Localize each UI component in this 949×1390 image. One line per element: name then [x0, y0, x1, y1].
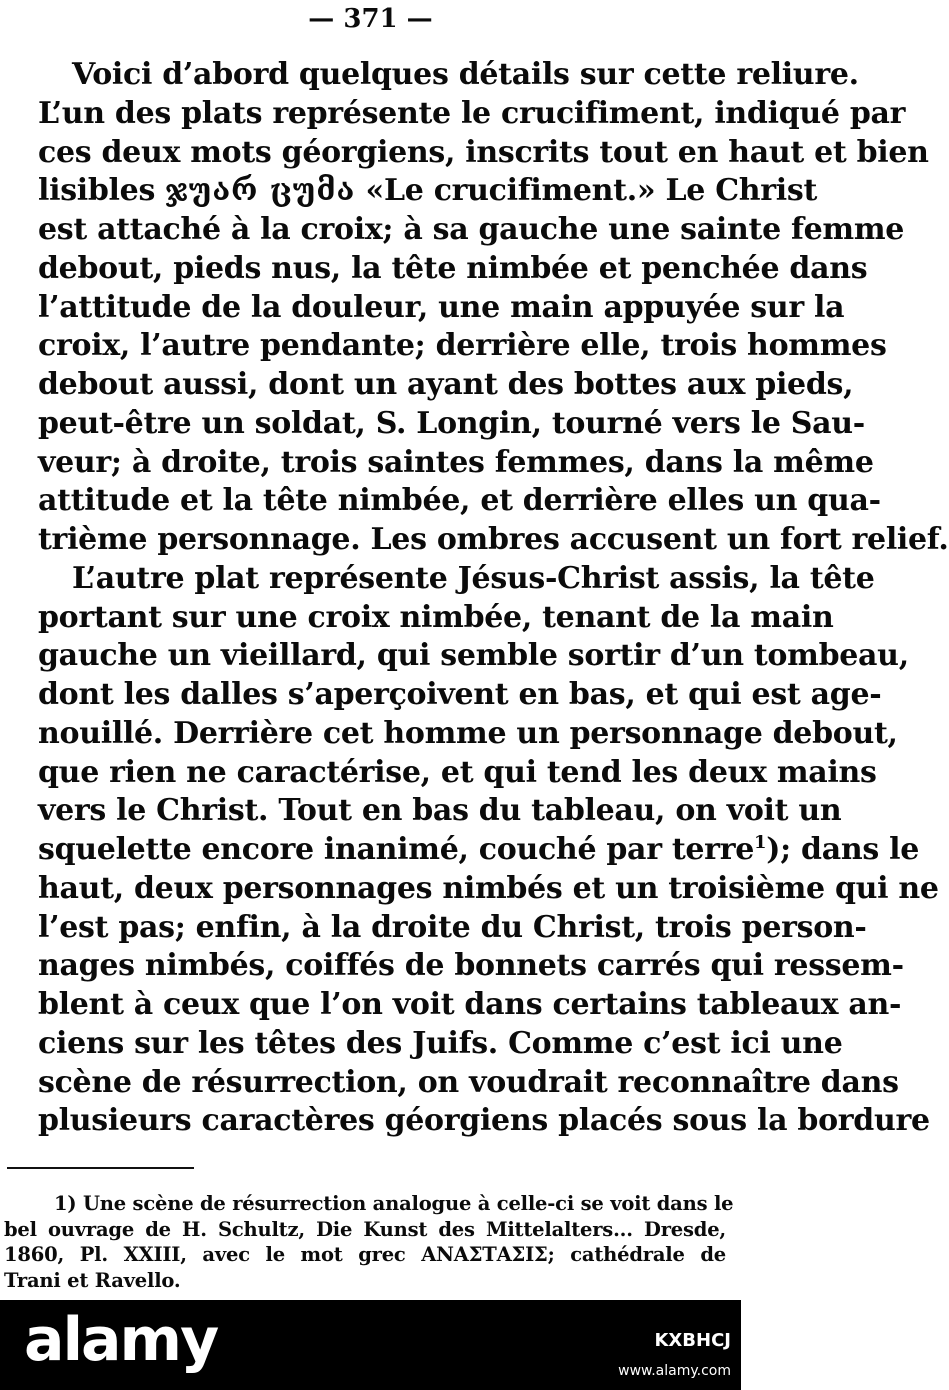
text-line: gauche un vieillard, qui semble sortir d’un tombeau, — [38, 638, 909, 674]
text-fragment: squelette encore inanimé, couché par terre — [38, 832, 754, 867]
alamy-logo: alamy — [24, 1305, 218, 1375]
text-fragment: lisibles — [38, 173, 156, 209]
text-line: portant sur une croix nimbée, tenant de la main — [38, 599, 834, 635]
footnote-line: Trani et Ravello. — [4, 1268, 181, 1292]
text-line: ciens sur les têtes des Juifs. Comme c’est ici une — [38, 1025, 843, 1061]
text-line: debout aussi, dont un ayant des bottes aux pieds, — [38, 367, 854, 402]
text-line: nages nimbés, coiffés de bonnets carrés qui ressem- — [38, 948, 904, 984]
text-line: debout, pieds nus, la tête nimbée et penchée dans — [38, 250, 868, 286]
text-line: L’autre plat représente Jésus-Christ assis, la tête — [72, 560, 875, 596]
paragraph-1 — [4, 56, 949, 560]
text-line: croix, l’autre pendante; derrière elle, trois hommes — [38, 328, 887, 364]
georgian-inscription: ჯუარ ცუმა — [165, 173, 356, 209]
text-line: est attaché à la croix; à sa gauche une sainte femme — [38, 212, 905, 247]
footnote-line: 1860, Pl. XXIII, avec le mot grec ΑΝΑΣΤΑΣΙΣ; cathédrale de — [4, 1243, 726, 1266]
text-line: scène de résurrection, on voudrait reconnaître dans — [38, 1064, 899, 1100]
text-fragment: ); dans le — [766, 832, 919, 867]
image-id: KXBHCJ — [654, 1330, 731, 1351]
text-line: plusieurs caractères géorgiens placés sous la bordure — [38, 1103, 930, 1139]
text-line: veur; à droite, trois saintes femmes, dans la même — [38, 444, 874, 480]
text-line: blent à ceux que l’on voit dans certains tableaux an- — [38, 987, 902, 1022]
footnote-line: 1) Une scène de résurrection analogue à celle-ci se voit dans le — [54, 1192, 734, 1215]
text-line-with-georgian — [4, 172, 818, 211]
text-line: dont les dalles s’aperçoivent en bas, et qui est age- — [38, 677, 882, 712]
footnote-reference: 1 — [754, 832, 767, 853]
text-line: Voici d’abord quelques détails sur cette reliure. — [72, 57, 859, 92]
body-text — [4, 56, 949, 1141]
text-line: trième personnage. Les ombres accusent un fort relief. — [38, 522, 949, 557]
watermark-banner — [0, 1300, 741, 1390]
text-line: attitude et la tête nimbée, et derrière elles un qua- — [38, 483, 881, 519]
page-number: — 371 — — [308, 4, 433, 34]
text-line: nouillé. Derrière cet homme un personnage debout, — [38, 715, 898, 751]
text-line: peut-être un soldat, S. Longin, tourné vers le Sau- — [38, 405, 865, 441]
text-line: haut, deux personnages nimbés et un troisième qui ne — [38, 870, 939, 906]
text-line: l’est pas; enfin, à la droite du Christ, trois person- — [38, 909, 867, 945]
text-line-with-footnote-ref — [4, 831, 919, 870]
footnote-divider — [7, 1167, 194, 1169]
paragraph-2 — [4, 560, 939, 1141]
watermark-url: www.alamy.com — [618, 1363, 731, 1379]
text-line: L’un des plats représente le crucifiment, indiqué par — [38, 95, 906, 131]
text-line: l’attitude de la douleur, une main appuyée sur la — [38, 289, 845, 325]
text-fragment: «Le crucifiment.» Le Christ — [365, 173, 818, 209]
text-line: ces deux mots géorgiens, inscrits tout en haut et bien — [38, 134, 929, 170]
footnote — [4, 1191, 734, 1293]
text-line: vers le Christ. Tout en bas du tableau, on voit un — [38, 793, 842, 829]
text-line: que rien ne caractérise, et qui tend les deux mains — [38, 754, 877, 790]
footnote-line: bel ouvrage de H. Schultz, Die Kunst des Mittelalters... Dresde, — [4, 1217, 726, 1241]
